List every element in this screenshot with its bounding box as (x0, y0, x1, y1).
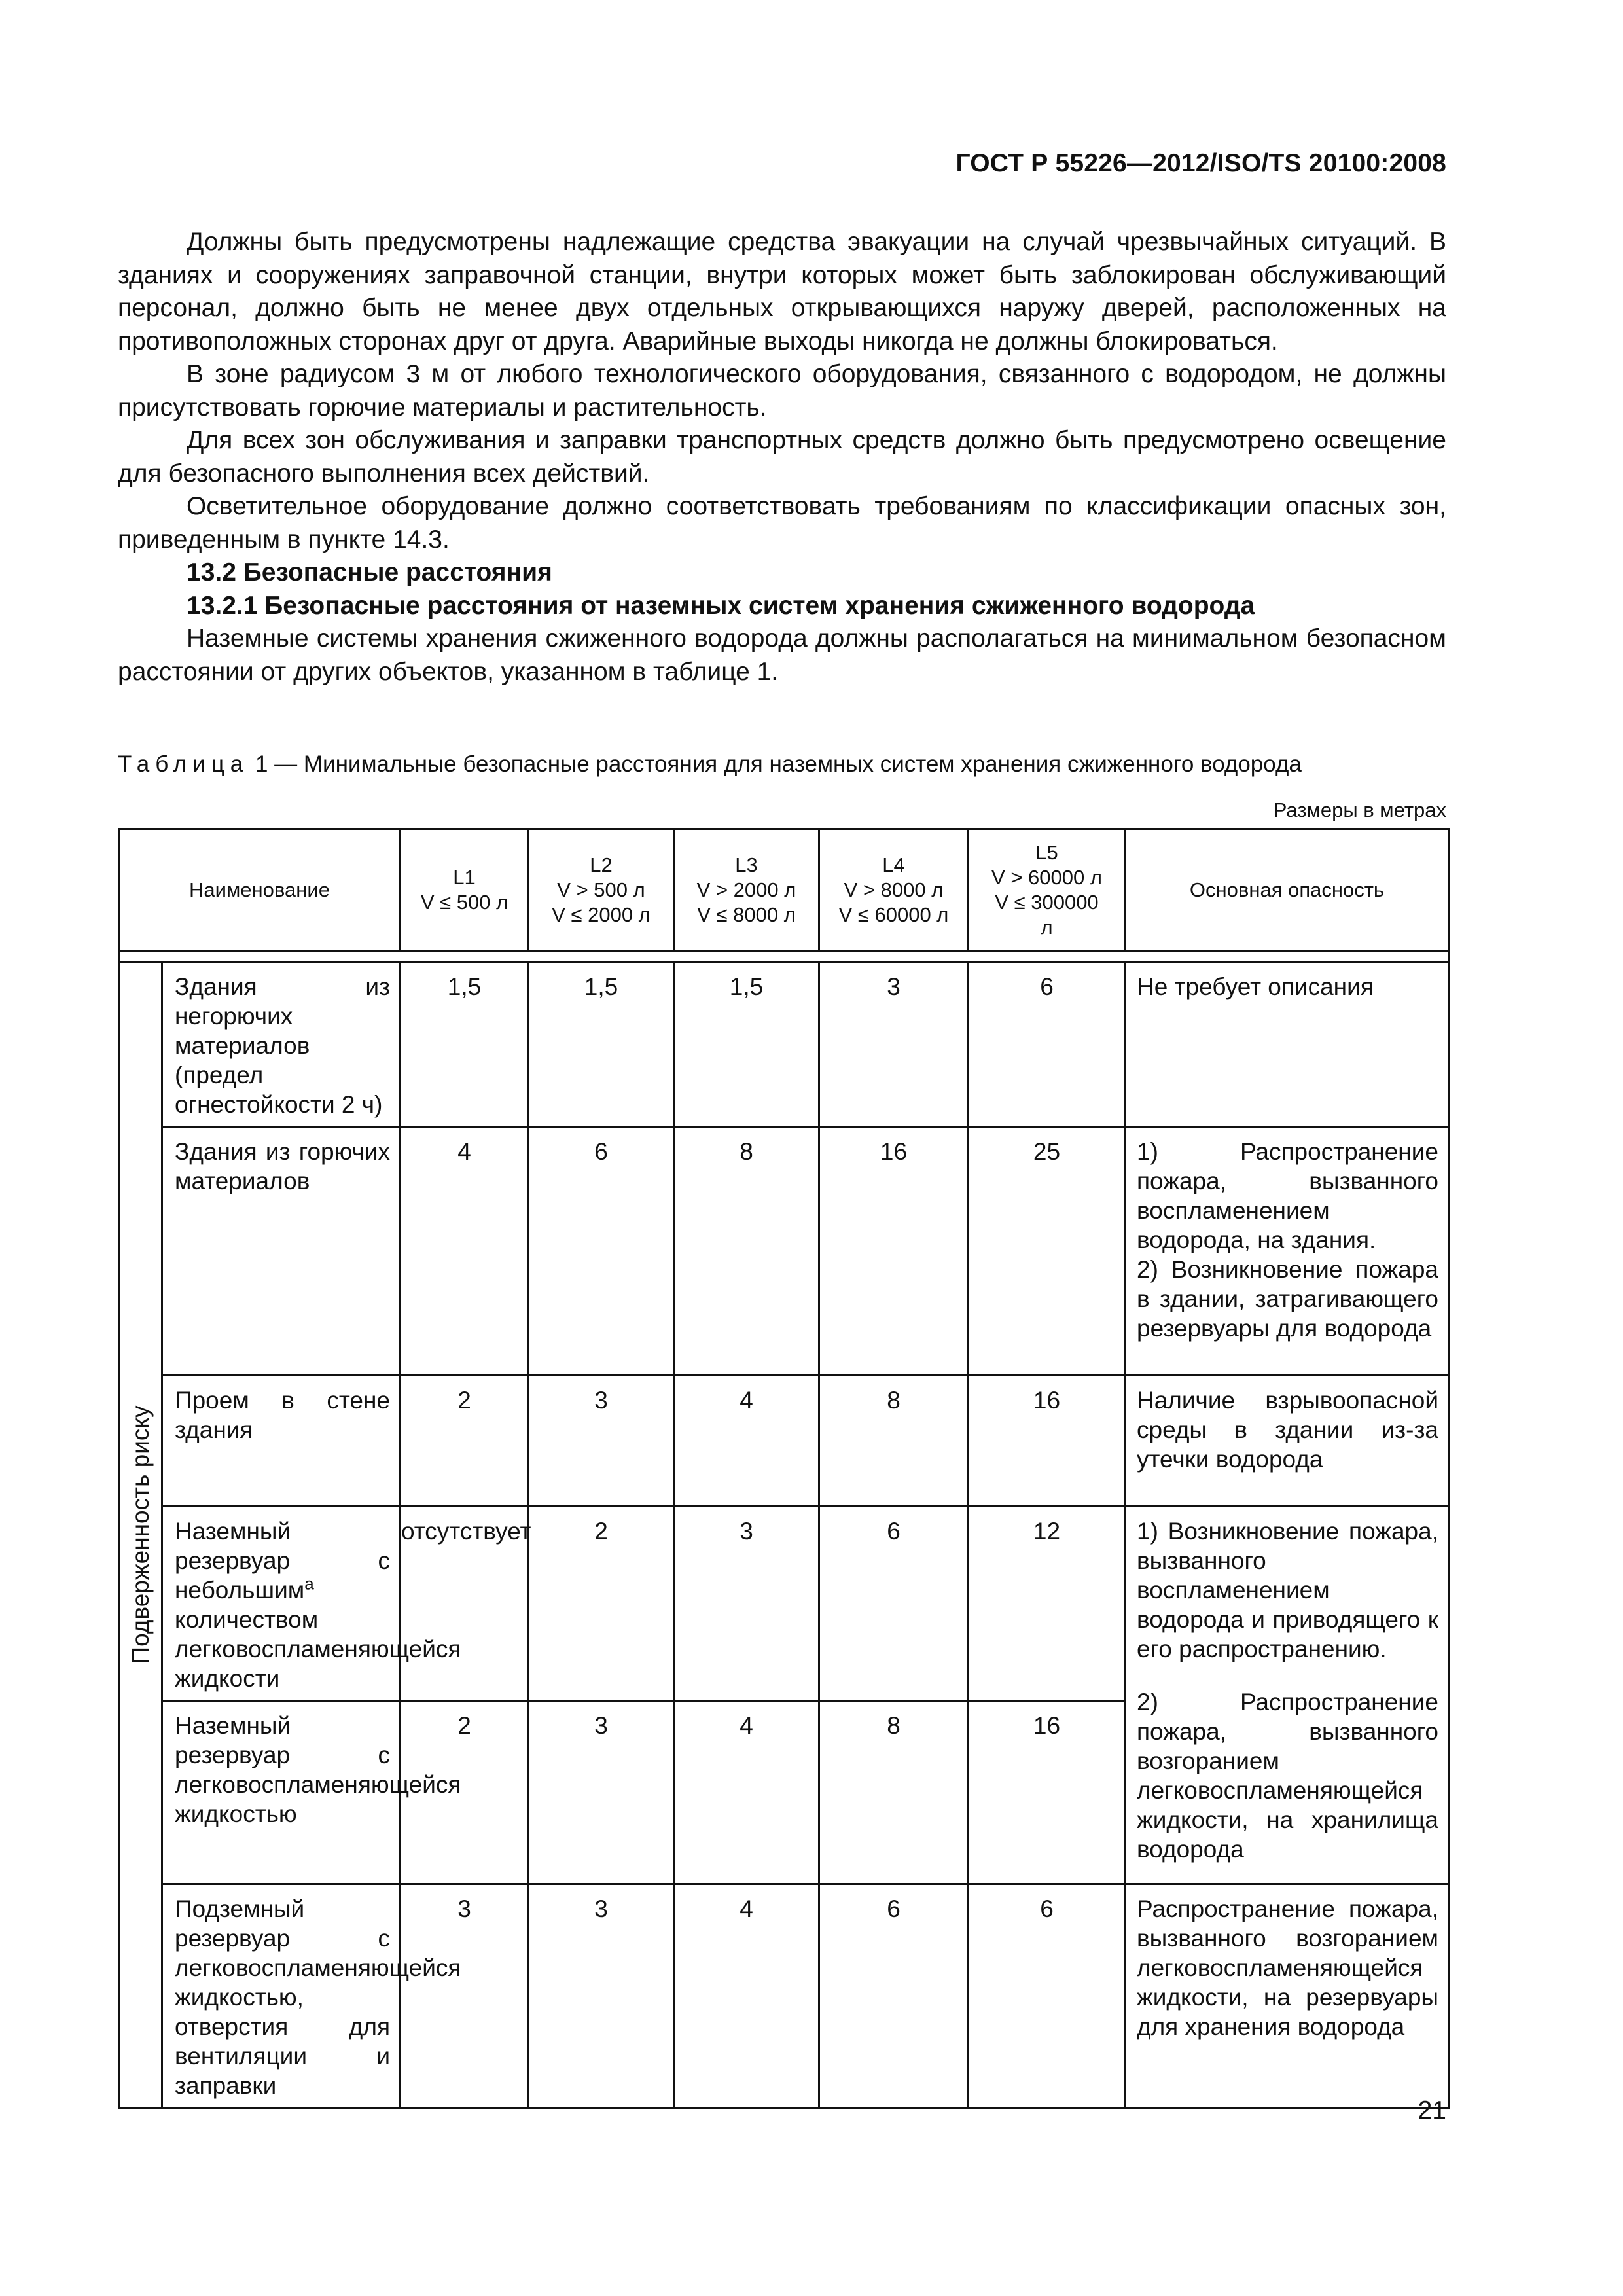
value-l5: 6 (969, 1884, 1126, 2108)
row-hazard: Наличие взрывоопасной среды в здании из-за утечки водорода (1126, 1376, 1449, 1507)
value-l3: 4 (674, 1376, 819, 1507)
header-l2-line: V > 500 л (557, 878, 645, 901)
table-caption (118, 751, 1302, 778)
hazard-item: 1) Возникновение пожара, вызванного воспламенением водорода и приводящего к его распространению. (1137, 1518, 1438, 1662)
value-l5: 16 (969, 1376, 1126, 1507)
row-hazard (1126, 1127, 1449, 1376)
hazard-spacer (1137, 1664, 1438, 1687)
row-hazard: Распространение пожара, вызванного возгоранием легковоспламеняющейся жидкости, на резервуары для хранения водорода (1126, 1884, 1449, 2108)
value-l2: 1,5 (529, 962, 674, 1127)
value-l1: отсутствует (401, 1507, 529, 1701)
paragraph: Наземные системы хранения сжиженного водорода должны располагаться на минимальном безопасном расстоянии от других объектов, указанном в таблице 1. (118, 624, 1446, 686)
row-name (162, 1507, 461, 1701)
header-l4-line: L4 (882, 853, 905, 876)
value-l3: 3 (674, 1507, 819, 1701)
header-l3-line: L3 (735, 853, 758, 876)
value-l5: 12 (969, 1507, 1126, 1701)
header-l2-line: V ≤ 2000 л (552, 903, 651, 926)
hazard-item: 2) Распространение пожара, вызванного возгоранием легковоспламеняющейся жидкости, на хранилища водорода (1137, 1689, 1438, 1863)
page-number: 21 (1418, 2096, 1446, 2125)
value-l3: 8 (674, 1127, 819, 1376)
header-hazard: Основная опасность (1126, 829, 1449, 951)
row-name: Наземный резервуар с легковоспламеняющейся жидкостью (162, 1701, 401, 1884)
header-l4-line: V ≤ 60000 л (838, 903, 949, 926)
value-l2: 6 (529, 1127, 674, 1376)
value-l2: 3 (529, 1376, 674, 1507)
header-l1 (401, 829, 529, 951)
hazard-item: 1) Распространение пожара, вызванного воспламенением водорода, на здания. (1137, 1138, 1438, 1253)
header-l5-line: V > 60000 л (991, 865, 1102, 889)
row-name-text: количеством легковоспламеняющейся жидкости (175, 1606, 461, 1692)
value-l4: 16 (819, 1127, 969, 1376)
group-label: Подверженность риску (126, 1405, 154, 1664)
value-l3: 1,5 (674, 962, 819, 1127)
value-l4: 6 (819, 1884, 969, 2108)
row-name: Проем в стене здания (162, 1376, 401, 1507)
separator-cell (119, 951, 1449, 962)
value-l5: 16 (969, 1701, 1126, 1884)
body-text (118, 226, 1446, 689)
value-l4: 6 (819, 1507, 969, 1701)
table-units: Размеры в метрах (1273, 798, 1446, 821)
section-title: 13.2 Безопасные расстояния (187, 558, 552, 586)
value-l4: 8 (819, 1701, 969, 1884)
footnote-marker: a (304, 1573, 314, 1594)
value-l2: 3 (529, 1701, 674, 1884)
table-header-row (119, 829, 1449, 951)
header-l3-line: V ≤ 8000 л (697, 903, 796, 926)
header-l1-line: V ≤ 500 л (420, 890, 508, 914)
value-l5: 25 (969, 1127, 1126, 1376)
table-row (119, 1127, 1449, 1376)
header-l4 (819, 829, 969, 951)
caption-text: — Минимальные безопасные расстояния для наземных систем хранения сжиженного водорода (274, 751, 1302, 777)
header-l5 (969, 829, 1126, 951)
row-name-text: Наземный резервуар с небольшим (175, 1518, 390, 1604)
paragraph: Должны быть предусмотрены надлежащие средства эвакуации на случай чрезвычайных ситуаций. В зданиях и сооружениях заправочной станции, внутри которых может быть заблокирован обслуживающий персонал, должно быть не менее двух отдельных открывающихся наружу дверей, расположенных на противоположных сторонах друг от друга. Аварийные выходы никогда не должны блокироваться. (118, 228, 1446, 355)
value-l5: 6 (969, 962, 1126, 1127)
value-l1: 3 (401, 1884, 529, 2108)
value-l1: 4 (401, 1127, 529, 1376)
header-l5-line: L5 (1035, 840, 1058, 864)
row-hazard (1126, 1507, 1449, 1884)
paragraph: В зоне радиусом 3 м от любого технологического оборудования, связанного с водородом, не должны присутствовать горючие материалы и растительность. (118, 360, 1446, 422)
row-name: Здания из негорючих материалов (предел огнестойкости 2 ч) (162, 962, 401, 1127)
distances-table (118, 828, 1450, 2109)
value-l4: 3 (819, 962, 969, 1127)
row-name: Здания из горючих материалов (162, 1127, 401, 1376)
table-row (119, 1884, 1449, 2108)
header-l1-line: L1 (453, 865, 476, 889)
header-separator (119, 951, 1449, 962)
subsection-title: 13.2.1 Безопасные расстояния от наземных систем хранения сжиженного водорода (187, 591, 1255, 620)
value-l1: 2 (401, 1701, 529, 1884)
header-name: Наименование (119, 829, 401, 951)
value-l2: 3 (529, 1884, 674, 2108)
hazard-item: 2) Возникновение пожара в здании, затрагивающего резервуары для водорода (1137, 1256, 1438, 1342)
value-l3: 4 (674, 1884, 819, 2108)
row-name: Подземный резервуар с легковоспламеняющейся жидкостью, отверстия для вентиляции и заправки (162, 1884, 401, 2108)
header-l4-line: V > 8000 л (844, 878, 944, 901)
caption-number: 1 (255, 751, 268, 777)
value-l1: 1,5 (401, 962, 529, 1127)
header-l5-line: V ≤ 300000 (995, 890, 1099, 914)
table-row (119, 1376, 1449, 1507)
value-l2: 2 (529, 1507, 674, 1701)
row-hazard: Не требует описания (1126, 962, 1449, 1127)
value-l1: 2 (401, 1376, 529, 1507)
header-l3 (674, 829, 819, 951)
header-l3-line: V > 2000 л (696, 878, 796, 901)
table-row (119, 1507, 1449, 1701)
group-label-cell (119, 962, 162, 2108)
value-l4: 8 (819, 1376, 969, 1507)
header-l2-line: L2 (590, 853, 613, 876)
header-l2 (529, 829, 674, 951)
caption-label: Таблица (118, 751, 249, 777)
table-row (119, 962, 1449, 1127)
header-l5-line: л (1041, 915, 1053, 939)
paragraph: Осветительное оборудование должно соответствовать требованиям по классификации опасных зон, приведенным в пункте 14.3. (118, 492, 1446, 554)
document-header: ГОСТ Р 55226—2012/ISO/TS 20100:2008 (955, 149, 1446, 177)
paragraph: Для всех зон обслуживания и заправки транспортных средств должно быть предусмотрено освещение для безопасного выполнения всех действий. (118, 426, 1446, 488)
value-l3: 4 (674, 1701, 819, 1884)
